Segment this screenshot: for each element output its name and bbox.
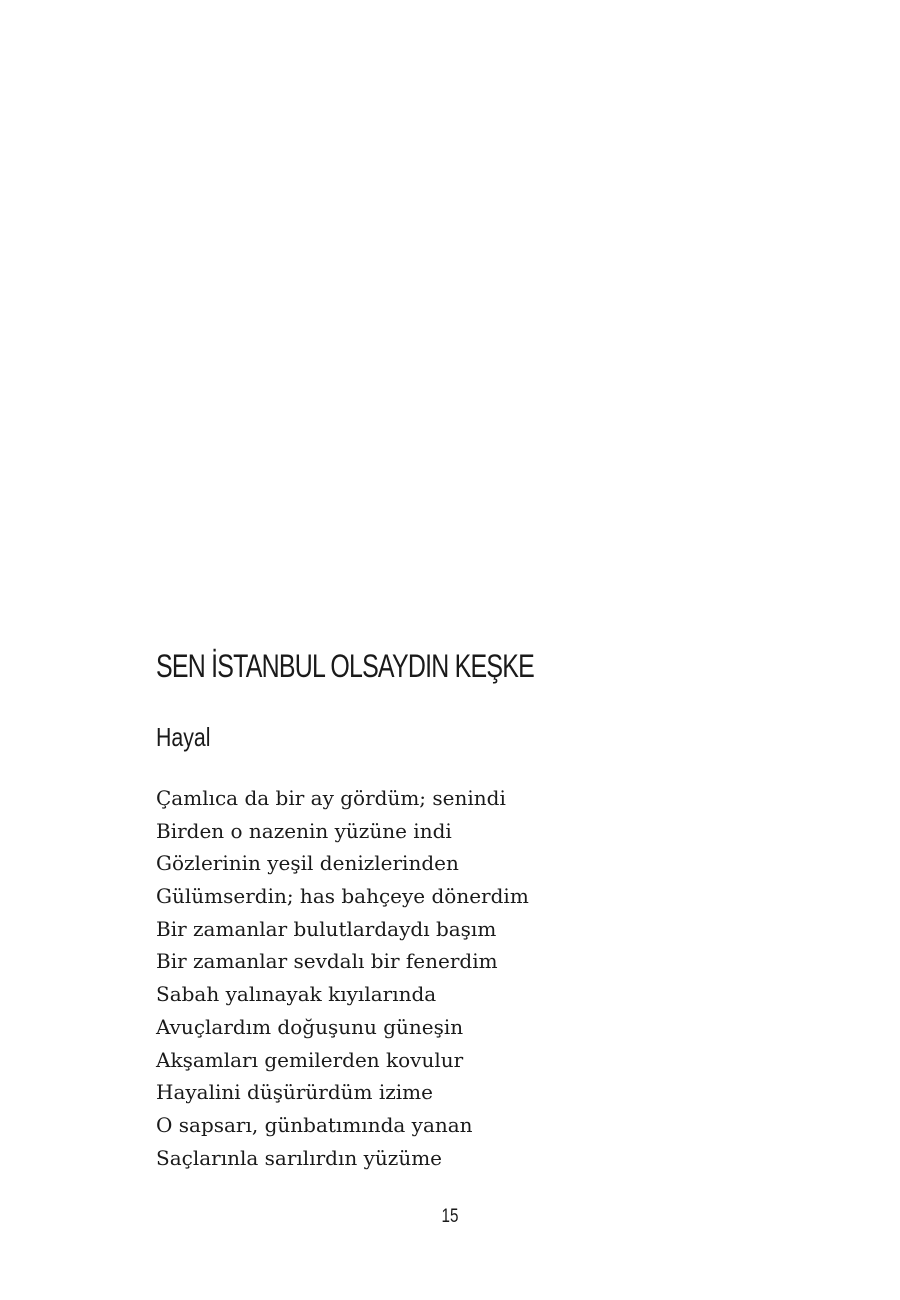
- poem-body: [156, 782, 529, 1174]
- poem-line: Bir zamanlar bulutlardaydı başım: [156, 916, 497, 941]
- page-number: 15: [441, 1206, 459, 1227]
- poem-line: Saçlarınla sarılırdın yüzüme: [156, 1145, 442, 1170]
- poem-line: Sabah yalınayak kıyılarında: [156, 982, 437, 1007]
- poem-line: Gözlerinin yeşil denizlerinden: [156, 851, 459, 876]
- poem-line: Bir zamanlar sevdalı bir fenerdim: [156, 949, 498, 974]
- poem-line: O sapsarı, günbatımında yanan: [156, 1112, 473, 1137]
- poem-title: SEN İSTANBUL OLSAYDIN KEŞKE: [156, 648, 534, 684]
- poem-subtitle: Hayal: [156, 722, 211, 752]
- poem-line: Akşamları gemilerden kovulur: [156, 1047, 464, 1072]
- poem-line: Çamlıca da bir ay gördüm; senindi: [156, 786, 506, 810]
- poem-line: Hayalini düşürürdüm izime: [156, 1080, 433, 1105]
- poem-line: Gülümserdin; has bahçeye dönerdim: [156, 884, 529, 909]
- poem-line: Birden o nazenin yüzüne indi: [156, 818, 452, 843]
- poem-line: Avuçlardım doğuşunu güneşin: [156, 1014, 464, 1039]
